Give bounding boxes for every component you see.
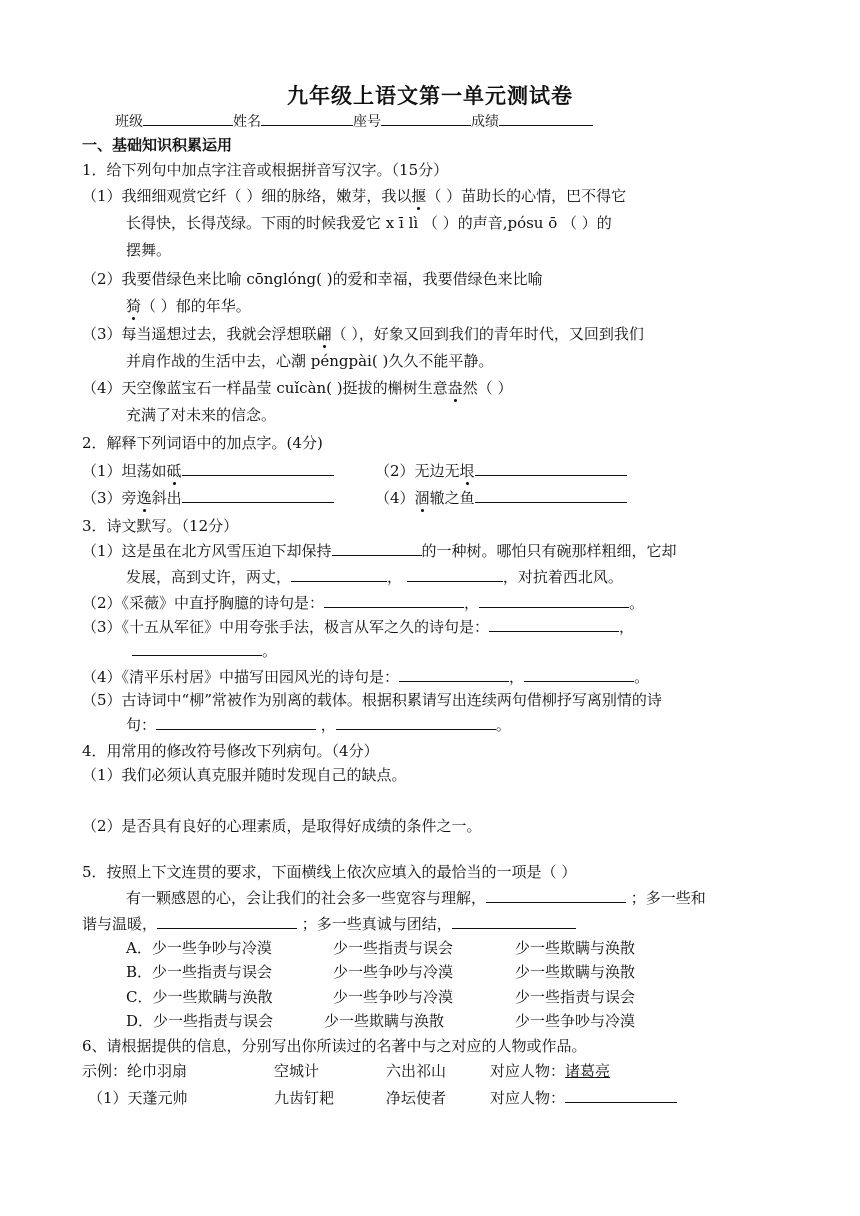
q6-item1-row: （1）天蓬元帅 九齿钉耙 净坛使者 对应人物：: [88, 1088, 677, 1108]
q3-item5-line2: 句： ， 。: [126, 716, 511, 734]
seat-label: 座号: [353, 114, 381, 130]
name-label: 姓名: [233, 114, 261, 130]
page-title: 九年级上语文第一单元测试卷: [287, 83, 573, 108]
answer-blank[interactable]: [336, 715, 496, 730]
q2-item3: （3）旁逸斜出: [82, 488, 334, 508]
answer-blank[interactable]: [157, 914, 297, 929]
answer-blank[interactable]: [399, 667, 509, 682]
dotted-char: 逸: [136, 489, 152, 507]
q4-item1: （1）我们必须认真克服并随时发现自己的缺点。: [82, 766, 407, 784]
dotted-char: 猗: [126, 297, 142, 315]
q5-option-b[interactable]: B．少一些指责与误会 少一些争吵与冷漠 少一些欺瞒与涣散: [126, 963, 636, 981]
q3-item3-line1: （3）《十五从军征》中用夸张手法，极言从军之久的诗句是： ，: [82, 618, 635, 636]
q2-item2: （2）无边无垠: [375, 461, 627, 481]
dotted-char: 盎: [447, 379, 463, 397]
answer-blank[interactable]: [486, 888, 626, 903]
answer-blank[interactable]: [407, 567, 503, 582]
name-blank[interactable]: [261, 111, 353, 126]
q2-item4: （4）涸辙之鱼: [375, 488, 627, 508]
q3-item5-line1: （5）古诗词中“柳”常被作为别离的载体。根据积累请写出连续两句借柳抒写离别情的诗: [82, 691, 662, 709]
answer-blank[interactable]: [565, 1088, 677, 1103]
q5-passage-line2: 谐与温暖， ；多一些真诚与团结，: [82, 914, 576, 934]
q2-heading: 2．解释下列词语中的加点字。(4分): [82, 434, 323, 452]
q5-option-d[interactable]: D．少一些指责与误会 少一些欺瞒与涣散 少一些争吵与冷漠: [126, 1012, 636, 1030]
answer-blank[interactable]: [132, 641, 262, 656]
score-blank[interactable]: [499, 111, 593, 126]
answer-blank[interactable]: [475, 461, 627, 476]
answer-blank[interactable]: [324, 593, 464, 608]
q3-item3-line2: 。: [132, 641, 277, 661]
q1-item2-line1: （2）我要借绿色来比喻 cōnglóng( )的爱和幸福，我要借绿色来比喻: [82, 270, 543, 288]
dotted-char: 翩: [316, 325, 332, 343]
answer-blank[interactable]: [489, 617, 619, 632]
q5-passage-line1: 有一颗感恩的心，会让我们的社会多一些宽容与理解， ；多一些和: [126, 889, 706, 907]
answer-blank[interactable]: [475, 488, 627, 503]
q1-item3-line2: 并肩作战的生活中去，心潮 péngpài( )久久不能平静。: [126, 352, 494, 370]
answer-blank[interactable]: [156, 715, 316, 730]
q1-item3-line1: （3）每当遥想过去，我就会浮想联翩（ ），好象又回到我们的青年时代，又回到我们: [82, 325, 644, 343]
student-info-bar: [115, 111, 593, 131]
class-label: 班级: [115, 114, 143, 130]
answer-blank[interactable]: [452, 914, 576, 929]
class-blank[interactable]: [143, 111, 233, 126]
q2-item1: （1）坦荡如砥: [82, 461, 334, 481]
dotted-char: 砥: [166, 462, 182, 480]
q1-item1-line2: 长得快，长得茂绿。下雨的时候我爱它 x ī lì （ ）的声音,pósu ō （ ）的: [126, 214, 612, 232]
answer-blank[interactable]: [524, 667, 634, 682]
q1-item2-line2: 猗（ ）郁的年华。: [126, 297, 251, 315]
q3-heading: 3．诗文默写。（12分）: [82, 517, 239, 535]
q4-item2: （2）是否具有良好的心理素质，是取得好成绩的条件之一。: [82, 817, 482, 835]
dotted-char: 垠: [459, 462, 475, 480]
q1-item4-line2: 充满了对未来的信念。: [126, 406, 277, 424]
answer-blank[interactable]: [182, 488, 334, 503]
q4-heading: 4．用常用的修改符号修改下列病句。（4分）: [82, 742, 379, 760]
q1-item4-line1: （4）天空像蓝宝石一样晶莹 cuǐcàn( )挺拔的槲树生意盎然（ ）: [82, 379, 513, 397]
seat-blank[interactable]: [381, 111, 471, 126]
q5-option-a[interactable]: A．少一些争吵与冷漠 少一些指责与误会 少一些欺瞒与涣散: [126, 939, 636, 957]
q1-item1-line1: （1）我细细观赏它纤（ ）细的脉络，嫩芽，我以揠（ ）苗助长的心情，巴不得它: [82, 187, 627, 205]
q5-heading: 5．按照上下文连贯的要求，下面横线上依次应填入的最恰当的一项是（ ）: [82, 863, 577, 881]
q3-item4: （4）《清平乐村居》中描写田园风光的诗句是： ， 。: [82, 668, 650, 686]
answer-blank[interactable]: [479, 593, 629, 608]
q6-example-row: 示例：纶巾羽扇 空城计 六出祁山 对应人物：诸葛亮: [82, 1062, 611, 1080]
answer-blank[interactable]: [182, 461, 334, 476]
section-heading: 一、基础知识积累运用: [82, 136, 233, 154]
example-answer: 诸葛亮: [565, 1062, 611, 1080]
q1-item1-line3: 摆舞。: [126, 241, 172, 259]
dotted-char: 涸: [414, 489, 430, 507]
q3-item1-line1: （1）这是虽在北方风雪压迫下却保持 的一种树。哪怕只有碗那样粗细，它却: [82, 542, 677, 560]
q1-heading: 1．给下列句中加点字注音或根据拼音写汉字。（15分）: [82, 161, 449, 179]
score-label: 成绩: [471, 114, 499, 130]
answer-blank[interactable]: [291, 567, 387, 582]
q3-item2: （2）《采薇》中直抒胸臆的诗句是： ， 。: [82, 594, 645, 612]
q3-item1-line2: 发展，高到丈许，两丈， ， ，对抗着西北风。: [126, 568, 623, 586]
dotted-char: 揠: [411, 187, 427, 205]
answer-blank[interactable]: [332, 541, 422, 556]
q5-option-c[interactable]: C．少一些欺瞒与涣散 少一些争吵与冷漠 少一些指责与误会: [126, 988, 636, 1006]
q6-heading: 6、请根据提供的信息，分别写出你所读过的名著中与之对应的人物或作品。: [82, 1037, 587, 1055]
